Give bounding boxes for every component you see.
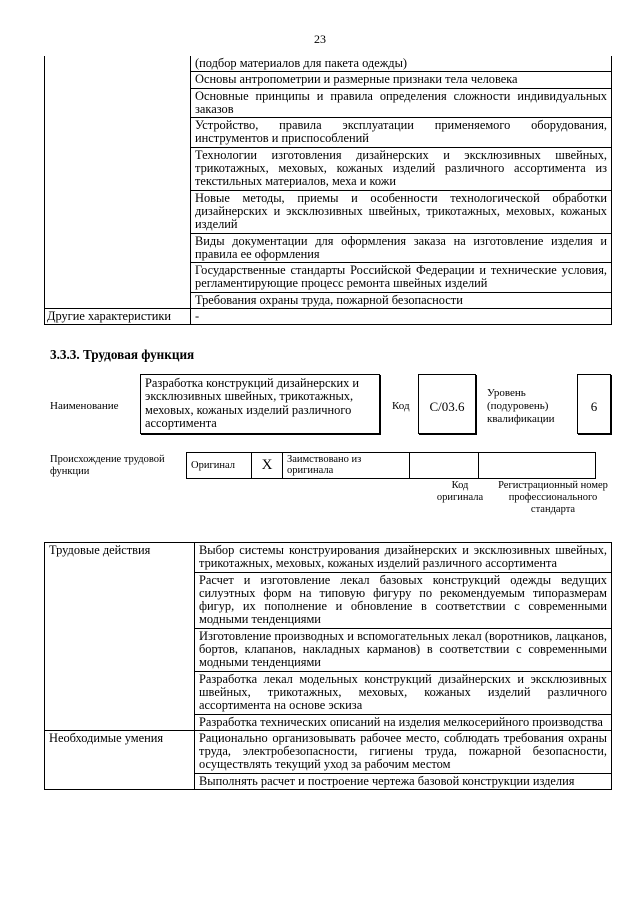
level-label-line: квалификации	[487, 413, 555, 425]
requirement-item: Технологии изготовления дизайнерских и эксклюзивных швейных, трикотажных, меховых, кожаных изделий различного ассортимента из текстильных материалов, меха и кожи	[191, 147, 612, 190]
other-characteristics-value: -	[191, 309, 612, 325]
table-row	[187, 453, 596, 479]
code-label: Код	[392, 400, 410, 412]
table-row	[45, 56, 612, 72]
requirement-item: Основные принципы и правила определения сложности индивидуальных заказов	[191, 88, 612, 118]
labor-action-item: Разработка лекал модельных конструкций дизайнерских и эксклюзивных швейных, трикотажных, меховых, кожаных изделий различного ассортимента на основе эскиза	[195, 671, 612, 714]
borrowed-label: Заимствовано из оригинала	[283, 453, 410, 479]
requirement-item: Требования охраны труда, пожарной безопасности	[191, 292, 612, 308]
table-row	[45, 730, 612, 773]
labor-action-item: Расчет и изготовление лекал базовых конструкций одежды ведущих силуэтных форм на типовую фигуру по рекомендуемым типоразмерам фигур, их пополнение и обновление в соответствии с современными модными тенденциями	[195, 572, 612, 628]
level-label-line: (подуровень)	[487, 400, 549, 412]
required-skills-label: Необходимые умения	[45, 730, 195, 789]
original-code-caption: Код оригинала	[436, 480, 484, 503]
level-label	[487, 387, 554, 426]
original-label: Оригинал	[187, 453, 252, 479]
labor-action-item: Выбор системы конструирования дизайнерских и эксклюзивных швейных, трикотажных, меховых, кожаных изделий различного ассортимента	[195, 543, 612, 573]
code-value-box: С/03.6	[418, 374, 476, 434]
requirement-item: (подбор материалов для пакета одежды)	[191, 56, 612, 72]
skill-item: Выполнять расчет и построение чертежа базовой конструкции изделия	[195, 773, 612, 789]
requirement-item: Государственные стандарты Российской Федерации и технические условия, регламентирующие процесс ремонта швейных изделий	[191, 263, 612, 293]
original-code-cell	[410, 453, 479, 479]
registration-number-cell	[479, 453, 596, 479]
requirement-item: Основы антропометрии и размерные признаки тела человека	[191, 72, 612, 88]
table-row	[45, 309, 612, 325]
labor-action-item: Разработка технических описаний на изделия мелкосерийного производства	[195, 714, 612, 730]
labor-actions-label: Трудовые действия	[45, 543, 195, 731]
origin-label: Происхождение трудовой функции	[50, 454, 165, 477]
requirements-label-cell	[45, 56, 191, 309]
page-number: 23	[314, 32, 326, 46]
level-label-line: Уровень	[487, 387, 526, 399]
requirements-table	[44, 56, 612, 325]
requirement-item: Новые методы, приемы и особенности технологической обработки дизайнерских и эксклюзивных швейных, трикотажных, меховых, кожаных изделий	[191, 190, 612, 233]
level-value-box: 6	[577, 374, 611, 434]
original-mark: X	[252, 453, 283, 479]
registration-number-caption: Регистрационный номер профессионального стандарта	[498, 480, 608, 515]
other-characteristics-label: Другие характеристики	[45, 309, 191, 325]
name-label: Наименование	[50, 400, 119, 412]
table-row	[45, 543, 612, 573]
requirement-item: Виды документации для оформления заказа на изготовление изделия и правила ее оформления	[191, 233, 612, 263]
origin-table	[186, 452, 596, 479]
actions-table	[44, 542, 612, 790]
labor-action-item: Изготовление производных и вспомогательных лекал (воротников, лацканов, бортов, клапанов, накладных карманов) в соответствии с современными модными тенденциями	[195, 628, 612, 671]
skill-item: Рационально организовывать рабочее место, соблюдать требования охраны труда, электробезопасности, гигиены труда, пожарной безопасности, осуществлять текущий уход за рабочим местом	[195, 730, 612, 773]
requirement-item: Устройство, правила эксплуатации применяемого оборудования, инструментов и приспособлений	[191, 118, 612, 148]
section-title: 3.3.3. Трудовая функция	[50, 347, 195, 362]
function-name-box: Разработка конструкций дизайнерских и эксклюзивных швейных, трикотажных, меховых, кожаных изделий различного ассортимента	[140, 374, 380, 434]
